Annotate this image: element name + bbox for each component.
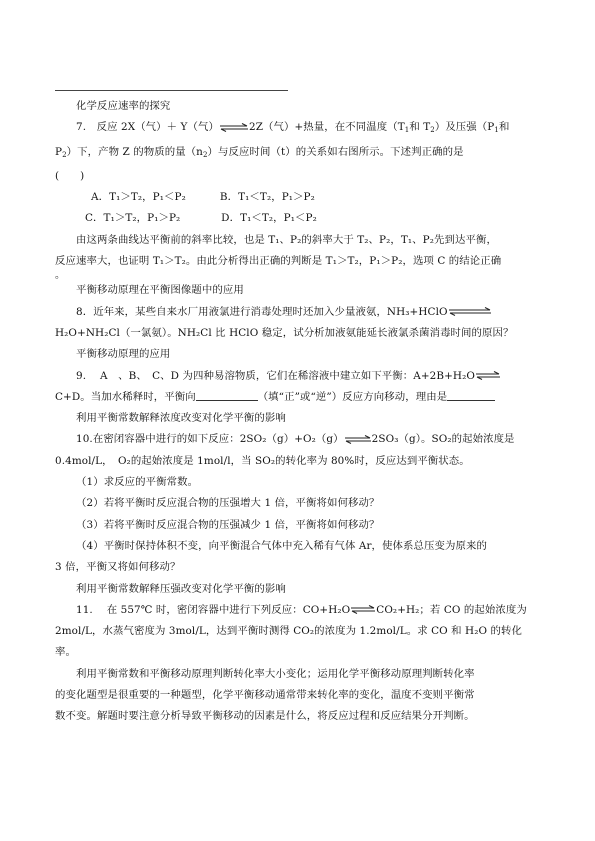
- q9-blank-direction[interactable]: [196, 390, 258, 401]
- q7-options-cd: [55, 208, 542, 229]
- q7-option-d: D．T₁＜T₂，P₁＜P₂: [221, 212, 317, 225]
- q7-option-a: A．T₁＞T₂，P₁＜P₂: [91, 191, 186, 204]
- q10-subquestion-1: （1）求反应的平衡常数。: [76, 476, 199, 489]
- q9-line1: 9. A 、B、 C、D 为四种易溶物质，它们在稀溶液中建立如下平衡：A+2B+H₂O: [55, 366, 542, 387]
- section-title-pressure: 利用平衡常数解释压强改变对化学平衡的影响: [76, 582, 286, 595]
- section-title-rate: 化学反应速率的探究: [76, 100, 171, 112]
- q11-line3: 率。: [55, 646, 76, 659]
- summary-line3: 数不变。解题时要注意分析导致平衡移动的因素是什么，将反应过程和反应结果分开判断。: [55, 710, 475, 723]
- section-title-graph: 平衡移动原理在平衡图像题中的应用: [76, 284, 244, 297]
- q7-answer-paren: ( ): [55, 169, 85, 182]
- q7-options-ab: [55, 187, 542, 208]
- q9-line2: C+D。当加水稀释时，平衡向 （填“正”或“逆”）反应方向移动，理由是: [55, 387, 542, 408]
- q10-subquestion-4: （4）平衡时保持体积不变，向平衡混合气体中充入稀有气体 Ar，使体系总压变为原来的: [76, 539, 487, 552]
- q11-line1: 11. 在 557℃ 时，密闭容器中进行下列反应：CO+H₂O CO₂+H₂；若 CO 的起始浓度为: [76, 603, 527, 616]
- reaction-arrow-icon: [448, 307, 492, 316]
- q8-line2: H₂O+NH₂Cl（一氯氨）。NH₂Cl 比 HClO 稳定，试分析加液氨能延长液氯杀菌消毒时间的原因？: [55, 326, 514, 339]
- q10-line2: 0.4mol/L， O₂的起始浓度是 1mol/l，当 SO₂的转化率为 80%时，反应达到平衡状态。: [55, 454, 470, 467]
- equilibrium-arrow-icon: [219, 123, 249, 132]
- q10-subquestion-3: （3）若将平衡时反应混合物的压强减少 1 倍，平衡将如何移动？: [76, 518, 380, 531]
- summary-line2: 的变化题型是很重要的一种题型，化学平衡移动通常带来转化率的变化，温度不变则平衡常: [55, 689, 475, 702]
- document-body: [55, 96, 542, 728]
- q7-analysis-dot: 。: [55, 270, 66, 282]
- q7-line2: P2）下，产物 Z 的物质的量（n2）与反应时间（t）的关系如右图所示。下述判正确的是: [55, 145, 464, 159]
- section-title-concentration: 利用平衡常数解释浓度改变对化学平衡的影响: [76, 412, 286, 425]
- q7-analysis-line2: 反应速率大，也证明 T₁＞T₂。由此分析得出正确的判断是 T₁＞T₂，P₁＞P₂，选项 C 的结论正确: [55, 255, 502, 268]
- reaction-arrow-icon: [475, 371, 501, 380]
- q7-line1: 7. 反应 2X（气）＋ Y（气） 2Z（气）+热量，在不同温度（T1和 T2）及压强（P1和: [76, 121, 510, 135]
- summary-line1: 利用平衡常数和平衡移动原理判断转化率大小变化；运用化学平衡移动原理判断转化率: [76, 667, 475, 680]
- equilibrium-arrow-icon: [350, 605, 376, 614]
- q7-analysis-line1: 由这两条曲线达平衡前的斜率比较，也是 T₁、P₂的斜率大于 T₂、P₂，T₁、P₂先到达平衡，: [76, 233, 497, 246]
- q9-blank-reason[interactable]: [447, 390, 495, 401]
- section-title-principle: 平衡移动原理的应用: [76, 348, 171, 361]
- q7-option-c: C．T₁＞T₂，P₁＞P₂: [85, 212, 181, 225]
- q8-line1: 8．近年来，某些自来水厂用液氯进行消毒处理时还加入少量液氨，NH₃+HClO: [55, 302, 542, 323]
- q7-option-b: B．T₁＜T₂，P₁＞P₂: [219, 191, 315, 204]
- q10-subquestion-2: （2）若将平衡时反应混合物的压强增大 1 倍，平衡将如何移动？: [76, 497, 380, 510]
- q10-subquestion-4-cont: 3 倍，平衡又将如何移动？: [55, 561, 181, 574]
- equilibrium-arrow-icon: [344, 435, 372, 444]
- header-rule: [55, 90, 288, 91]
- q11-line2: 2mol/L，水蒸气密度为 3mol/L，达到平衡时测得 CO₂的浓度为 1.2mol/L。求 CO 和 H₂O 的转化: [55, 625, 522, 638]
- q10-line1: 10.在密闭容器中进行的如下反应：2SO₂（g）+O₂（g） 2SO₃（g）。SO₂的起始浓度是: [76, 433, 515, 446]
